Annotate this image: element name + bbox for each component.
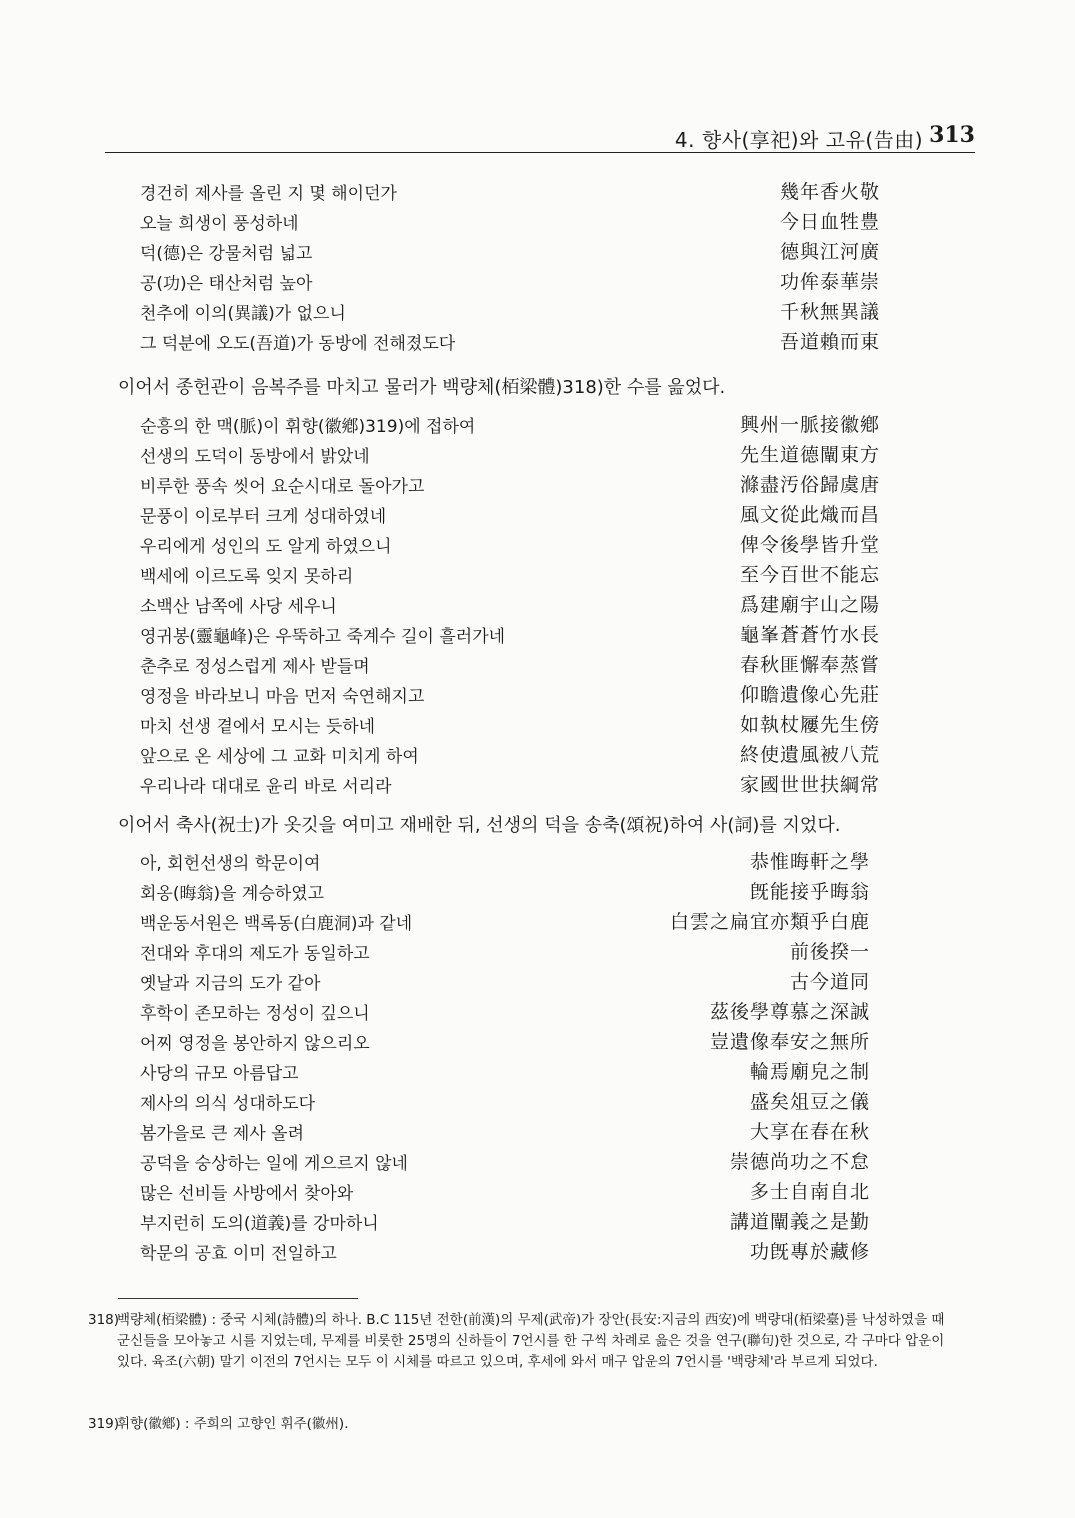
header-rule xyxy=(105,152,975,153)
korean-translation: 우리나라 대대로 윤리 바로 서리라 xyxy=(140,777,392,797)
korean-translation: 공덕을 숭상하는 일에 게으르지 않네 xyxy=(140,1154,408,1174)
verse-line xyxy=(140,1027,880,1057)
korean-translation: 순흥의 한 맥(脈)이 휘향(徽鄕)319)에 접하여 xyxy=(140,417,476,437)
verse-line xyxy=(140,237,880,267)
hanja-original: 千秋無異議 xyxy=(779,301,880,323)
hanja-original: 豈遺像奉安之無所 xyxy=(709,1031,870,1053)
korean-translation: 아, 회헌선생의 학문이여 xyxy=(140,854,321,874)
hanja-original: 崇德尚功之不怠 xyxy=(729,1151,870,1173)
footnote-text: 휘향(徽鄕) : 주희의 고향인 휘주(徽州). xyxy=(117,1416,349,1432)
verse-line xyxy=(140,1207,880,1237)
hanja-original: 龜峯蒼蒼竹水長 xyxy=(739,624,880,646)
hanja-original: 仰瞻遺像心先莊 xyxy=(739,684,880,706)
verse-line xyxy=(140,847,880,877)
verse-line xyxy=(140,530,880,560)
korean-translation: 덕(德)은 강물처럼 넓고 xyxy=(140,244,313,264)
verse-line xyxy=(140,560,880,590)
hanja-original: 旣能接乎晦翁 xyxy=(749,881,870,903)
korean-translation: 오늘 희생이 풍성하네 xyxy=(140,214,299,234)
footnote-rule xyxy=(118,1298,358,1299)
korean-translation: 천추에 이의(異議)가 없으니 xyxy=(140,304,346,324)
verse-line xyxy=(140,620,880,650)
korean-translation: 영귀봉(靈龜峰)은 우뚝하고 죽계수 길이 흘러가네 xyxy=(140,627,506,647)
hanja-original: 俾令後學皆升堂 xyxy=(739,534,880,556)
korean-translation: 백운동서원은 백록동(白鹿洞)과 같네 xyxy=(140,914,413,934)
hanja-original: 先生道德闡東方 xyxy=(739,444,880,466)
korean-translation: 백세에 이르도록 잊지 못하리 xyxy=(140,567,354,587)
verse-line xyxy=(140,770,880,800)
verse-line xyxy=(140,680,880,710)
verse-line xyxy=(140,1237,880,1267)
verse-line xyxy=(140,500,880,530)
korean-translation: 학문의 공효 이미 전일하고 xyxy=(140,1244,337,1264)
prose-paragraph-1: 이어서 종헌관이 음복주를 마치고 물러가 백량체(栢梁體)318)한 수를 읊었다. xyxy=(118,377,726,398)
verse-line xyxy=(140,967,880,997)
hanja-original: 多士自南自北 xyxy=(749,1181,870,1203)
hanja-original: 前後揆一 xyxy=(789,941,870,963)
korean-translation: 공(功)은 태산처럼 높아 xyxy=(140,274,313,294)
korean-translation: 많은 선비들 사방에서 찾아와 xyxy=(140,1184,354,1204)
verse-line xyxy=(140,650,880,680)
hanja-original: 輪焉廟皃之制 xyxy=(749,1061,870,1083)
korean-translation: 전대와 후대의 제도가 동일하고 xyxy=(140,944,370,964)
hanja-original: 今日血牲豊 xyxy=(779,211,880,233)
korean-translation: 마치 선생 곁에서 모시는 듯하네 xyxy=(140,717,376,737)
verse-line xyxy=(140,740,880,770)
korean-translation: 영정을 바라보니 마음 먼저 숙연해지고 xyxy=(140,687,425,707)
footnote-number: 318) xyxy=(88,1312,120,1328)
verse-block-3 xyxy=(140,847,880,1267)
footnote-319 xyxy=(88,1414,954,1435)
prose-paragraph-2: 이어서 축사(祝士)가 옷깃을 여미고 재배한 뒤, 선생의 덕을 송축(頌祝)하여 사(詞)를 지었다. xyxy=(118,815,841,836)
running-header xyxy=(105,122,975,154)
verse-block-1 xyxy=(140,177,880,357)
verse-line xyxy=(140,937,880,967)
korean-translation: 앞으로 온 세상에 그 교화 미치게 하여 xyxy=(140,747,419,767)
verse-line xyxy=(140,1117,880,1147)
verse-line xyxy=(140,410,880,440)
verse-line xyxy=(140,470,880,500)
hanja-original: 盛矣俎豆之儀 xyxy=(749,1091,870,1113)
korean-translation: 우리에게 성인의 도 알게 하였으니 xyxy=(140,537,392,557)
verse-line xyxy=(140,907,880,937)
chapter-title: 4. 향사(享祀)와 고유(告由) xyxy=(674,128,923,152)
verse-line xyxy=(140,590,880,620)
hanja-original: 風文從此熾而昌 xyxy=(739,504,880,526)
verse-line xyxy=(140,710,880,740)
hanja-original: 春秋匪懈奉蒸嘗 xyxy=(739,654,880,676)
footnote-number: 319) xyxy=(88,1416,120,1432)
hanja-original: 滌盡汚俗歸虞唐 xyxy=(739,474,880,496)
verse-line xyxy=(140,297,880,327)
korean-translation: 어찌 영정을 봉안하지 않으리오 xyxy=(140,1034,370,1054)
korean-translation: 회옹(晦翁)을 계승하였고 xyxy=(140,884,325,904)
verse-line xyxy=(140,877,880,907)
verse-line xyxy=(140,177,880,207)
korean-translation: 제사의 의식 성대하도다 xyxy=(140,1094,316,1114)
verse-line xyxy=(140,997,880,1027)
verse-line xyxy=(140,440,880,470)
verse-line xyxy=(140,207,880,237)
korean-translation: 문풍이 이로부터 크게 성대하였네 xyxy=(140,507,387,527)
hanja-original: 德與江河廣 xyxy=(779,241,880,263)
hanja-original: 興州一脈接徽鄕 xyxy=(739,414,880,436)
verse-line xyxy=(140,267,880,297)
verse-line xyxy=(140,1057,880,1087)
korean-translation: 옛날과 지금의 도가 같아 xyxy=(140,974,321,994)
verse-line xyxy=(140,1147,880,1177)
korean-translation: 춘추로 정성스럽게 제사 받들며 xyxy=(140,657,370,677)
page-number: 313 xyxy=(929,122,975,148)
hanja-original: 白雲之扁宜亦類乎白鹿 xyxy=(669,911,870,933)
korean-translation: 후학이 존모하는 정성이 깊으니 xyxy=(140,1004,370,1024)
korean-translation: 경건히 제사를 올린 지 몇 해이던가 xyxy=(140,184,397,204)
verse-line xyxy=(140,1177,880,1207)
hanja-original: 吾道賴而東 xyxy=(779,331,880,353)
verse-block-2 xyxy=(140,410,880,800)
hanja-original: 終使遺風被八荒 xyxy=(739,744,880,766)
hanja-original: 古今道同 xyxy=(789,971,870,993)
hanja-original: 功侔泰華崇 xyxy=(779,271,880,293)
verse-line xyxy=(140,1087,880,1117)
hanja-original: 大享在春在秋 xyxy=(749,1121,870,1143)
hanja-original: 講道闡義之是勤 xyxy=(729,1211,870,1233)
korean-translation: 봄가을로 큰 제사 올려 xyxy=(140,1124,305,1144)
hanja-original: 家國世世扶綱常 xyxy=(739,774,880,796)
korean-translation: 선생의 도덕이 동방에서 밝았네 xyxy=(140,447,370,467)
footnote-text: 백량체(栢梁體) : 중국 시체(詩體)의 하나. B.C 115년 전한(前漢)의 무제(武帝)가 장안(長安:지금의 西安)에 백량대(栢梁臺)를 낙성하였을 때 군신들을 모아놓고 시를 지었는데, 무제를 비롯한 25명의 신하들이 7언시를 한 구씩 차례로 읊은 것을 연구(聯句)한 것으로, 각 구마다 압운이 있다. 육조(六朝) 말기 이전의 7언시는 모두 이 시체를 따르고 있으며, 후세에 와서 매구 압운의 7언시를 '백량체'라 부르게 되었다. xyxy=(117,1312,945,1370)
hanja-original: 至今百世不能忘 xyxy=(739,564,880,586)
hanja-original: 爲建廟宇山之陽 xyxy=(739,594,880,616)
korean-translation: 비루한 풍속 씻어 요순시대로 돌아가고 xyxy=(140,477,425,497)
hanja-original: 如執杖屨先生傍 xyxy=(739,714,880,736)
hanja-original: 功旣專於藏修 xyxy=(749,1241,870,1263)
hanja-original: 幾年香火敬 xyxy=(779,181,880,203)
verse-line xyxy=(140,327,880,357)
korean-translation: 소백산 남쪽에 사당 세우니 xyxy=(140,597,337,617)
korean-translation: 부지런히 도의(道義)를 강마하니 xyxy=(140,1214,379,1234)
korean-translation: 그 덕분에 오도(吾道)가 동방에 전해졌도다 xyxy=(140,334,456,354)
footnote-318 xyxy=(88,1310,954,1373)
hanja-original: 恭惟晦軒之學 xyxy=(749,851,870,873)
korean-translation: 사당의 규모 아름답고 xyxy=(140,1064,299,1084)
hanja-original: 茲後學尊慕之深誠 xyxy=(709,1001,870,1023)
